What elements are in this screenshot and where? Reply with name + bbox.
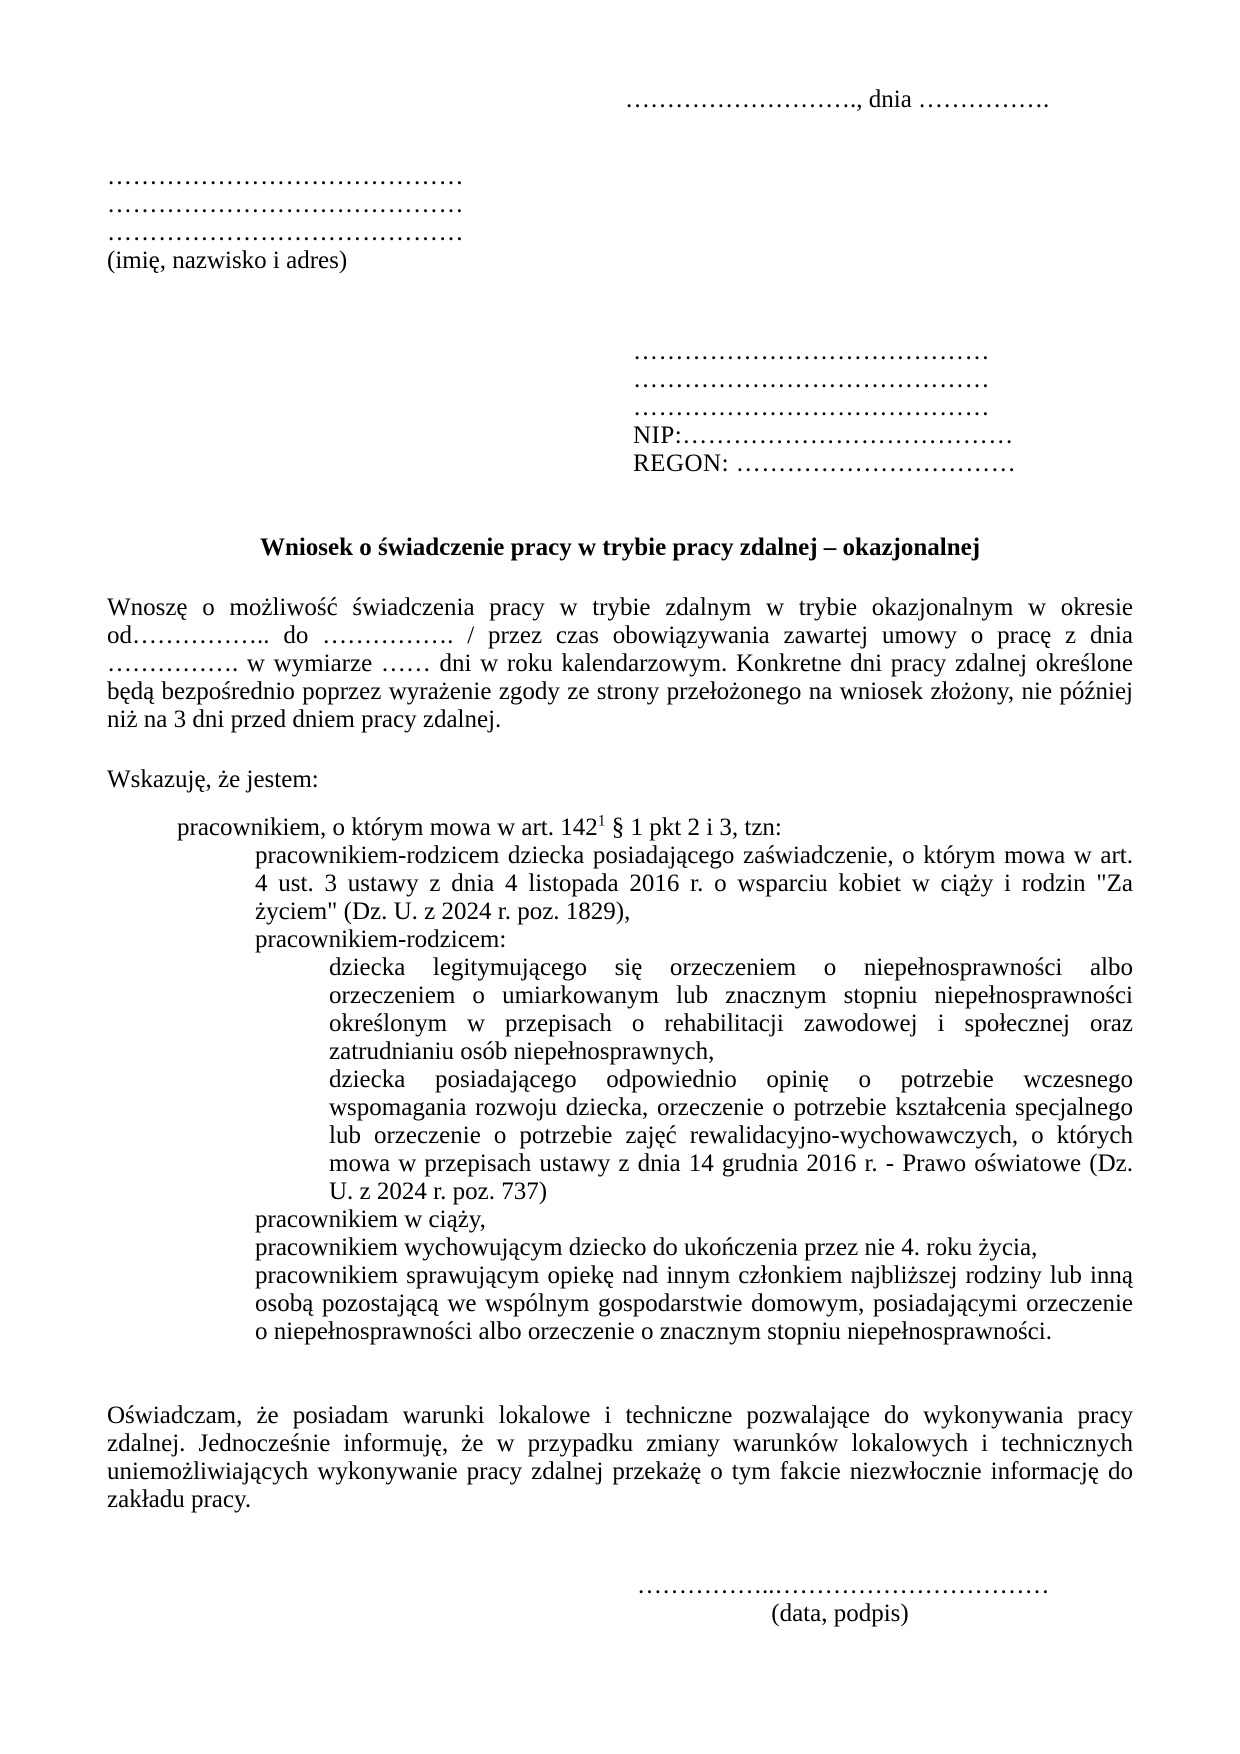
list-item-child-disability: dziecka legitymującego się orzeczeniem o niepełnosprawności albo orzeczeniem o umiarkowanym lub znacznym stopniu niepełnosprawności określonym w przepisach o rehabilitacji zawodowej i społecznej oraz zatrudnianiu osób niepełnosprawnych, [329, 954, 1133, 1065]
list-item-employee-article [177, 814, 1133, 842]
signature-block [637, 1572, 1050, 1628]
employer-block [633, 338, 1016, 478]
signature-caption: (data, podpis) [771, 1600, 909, 1627]
employer-fill-line-2: …………………………………… [633, 366, 990, 393]
list-item-parent-certificate: pracownikiem-rodzicem dziecka posiadającego zaświadczenie, o którym mowa w art. 4 ust. 3 ustawy z dnia 4 listopada 2016 r. o wsparciu kobiet w ciąży i rodzin "Za życiem" (Dz. U. z 2024 r. poz. 1829), [255, 842, 1133, 925]
applicant-fill-line-1: …………………………………… [107, 163, 464, 190]
place-date-line: ………………………., dnia ……………. [625, 86, 1050, 113]
applicant-block [107, 163, 464, 275]
applicant-fill-line-2: …………………………………… [107, 191, 464, 218]
list-item-child-opinion: dziecka posiadającego odpowiednio opinię o potrzebie wczesnego wspomagania rozwoju dziecka, orzeczenie o potrzebie kształcenia specjalnego lub orzeczenie o potrzebie zajęć rewalidacyjno-wychowawczych, o których mowa w przepisach ustawy z dnia 14 grudnia 2016 r. - Prawo oświatowe (Dz. U. z 2024 r. poz. 737) [329, 1066, 1133, 1205]
list-item-article-prefix: pracownikiem, o którym mowa w art. 142 [177, 814, 598, 841]
applicant-caption: (imię, nazwisko i adres) [107, 247, 348, 274]
employer-fill-line-1: …………………………………… [633, 338, 990, 365]
employer-regon-line: REGON: …………………………… [633, 450, 1017, 477]
article-superscript: 1 [597, 812, 606, 830]
signature-fill-line: ……………..…………………………… [637, 1572, 1050, 1599]
list-item-child-under-4: pracownikiem wychowującym dziecko do ukończenia przez nie 4. roku życia, [255, 1234, 1038, 1261]
employer-fill-line-3: …………………………………… [633, 394, 990, 421]
applicant-fill-line-3: …………………………………… [107, 219, 464, 246]
list-item-parent-of: pracownikiem-rodzicem: [255, 926, 507, 953]
paragraph-request: Wnoszę o możliwość świadczenia pracy w trybie zdalnym w trybie okazjonalnym w okresie od…………….. do ……………. / przez czas obowiązywania zawartej umowy o pracę z dnia ……………. w wymiarze …… dni w roku kalendarzowym. Konkretne dni pracy zdalnej określone będą bezpośrednio poprzez wyrażenie zgody ze strony przełożonego na wniosek złożony, nie później niż na 3 dni przed dniem pracy zdalnej. [107, 594, 1133, 733]
employer-nip-line: NIP:………………………………… [633, 422, 1014, 449]
paragraph-lead: Wskazuję, że jestem: [107, 766, 319, 793]
list-item-caregiver: pracownikiem sprawującym opiekę nad innym członkiem najbliższej rodziny lub inną osobą pozostającą we wspólnym gospodarstwie domowym, posiadającymi orzeczenie o niepełnosprawności albo orzeczenie o znacznym stopniu niepełnosprawności. [255, 1262, 1133, 1345]
list-item-article-suffix: § 1 pkt 2 i 3, tzn: [605, 814, 782, 841]
eligibility-list [107, 814, 1133, 1346]
list-item-pregnant-employee: pracownikiem w ciąży, [255, 1206, 486, 1233]
paragraph-declaration: Oświadczam, że posiadam warunki lokalowe i techniczne pozwalające do wykonywania pracy zdalnej. Jednocześnie informuję, że w przypadku zmiany warunków lokalowych i technicznych uniemożliwiających wykonywanie pracy zdalnej przekażę o tym fakcie niezwłocznie informację do zakładu pracy. [107, 1402, 1133, 1513]
document-title: Wniosek o świadczenie pracy w trybie pracy zdalnej – okazjonalnej [259, 534, 981, 561]
